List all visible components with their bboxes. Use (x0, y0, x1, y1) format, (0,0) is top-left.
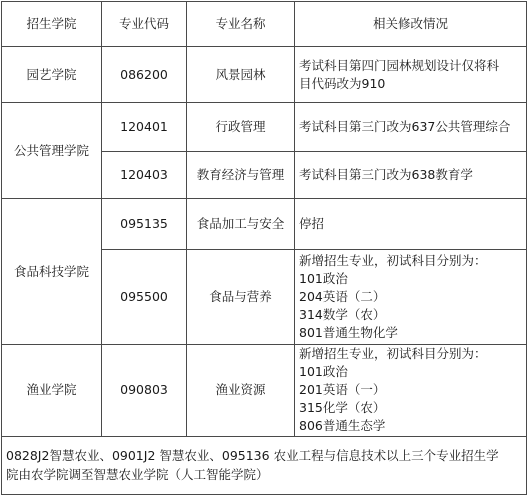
change-cell (295, 199, 527, 250)
header-major: 专业名称 (187, 2, 295, 47)
major-name: 教育经济与管理 (187, 152, 295, 199)
college-cell: 渔业学院 (2, 344, 102, 436)
header-code: 专业代码 (102, 2, 187, 47)
change-cell (295, 344, 527, 436)
header-row (2, 2, 527, 47)
table-row (2, 344, 527, 436)
change-line: 806普通生态学 (299, 418, 386, 434)
header-college: 招生学院 (2, 2, 102, 47)
college-cell: 公共管理学院 (2, 103, 102, 199)
footnote-line: 院由农学院调至智慧农业学院（人工智能学院） (6, 467, 269, 483)
change-cell (295, 250, 527, 344)
change-line: 目代码改为910 (299, 75, 386, 91)
college-cell: 食品科技学院 (2, 199, 102, 344)
change-line: 考试科目第三门改为637公共管理综合 (299, 119, 511, 135)
footnote-cell (2, 436, 527, 494)
adjustment-table (1, 1, 527, 495)
college-cell: 园艺学院 (2, 47, 102, 103)
major-name: 食品与营养 (187, 250, 295, 344)
change-line: 考试科目第三门改为638教育学 (299, 167, 473, 183)
major-code: 120401 (102, 103, 187, 152)
table-row (2, 47, 527, 103)
change-cell (295, 152, 527, 199)
major-name: 风景园林 (187, 47, 295, 103)
change-line: 新增招生专业，初试科目分别为： (299, 346, 487, 362)
header-changes: 相关修改情况 (295, 2, 527, 47)
major-code: 095135 (102, 199, 187, 250)
change-line: 考试科目第四门园林规划设计仅将科 (299, 57, 500, 73)
change-cell (295, 47, 527, 103)
table-row (2, 199, 527, 250)
change-line: 204英语（二） (299, 289, 386, 305)
major-code: 120403 (102, 152, 187, 199)
change-line: 201英语（一） (299, 382, 386, 398)
major-code: 086200 (102, 47, 187, 103)
major-code: 090803 (102, 344, 187, 436)
change-line: 801普通生物化学 (299, 325, 398, 341)
change-line: 停招 (299, 216, 325, 232)
change-line: 101政治 (299, 364, 348, 380)
footnote-line: 0828J2智慧农业、0901J2 智慧农业、095136 农业工程与信息技术以上三个专业招生学 (6, 448, 499, 464)
change-line: 314数学（农） (299, 307, 386, 323)
change-line: 101政治 (299, 271, 348, 287)
major-code: 095500 (102, 250, 187, 344)
table-row (2, 103, 527, 152)
change-line: 315化学（农） (299, 400, 386, 416)
major-name: 食品加工与安全 (187, 199, 295, 250)
major-name: 渔业资源 (187, 344, 295, 436)
note-row (2, 436, 527, 494)
change-line: 新增招生专业，初试科目分别为： (299, 253, 487, 269)
major-name: 行政管理 (187, 103, 295, 152)
change-cell (295, 103, 527, 152)
